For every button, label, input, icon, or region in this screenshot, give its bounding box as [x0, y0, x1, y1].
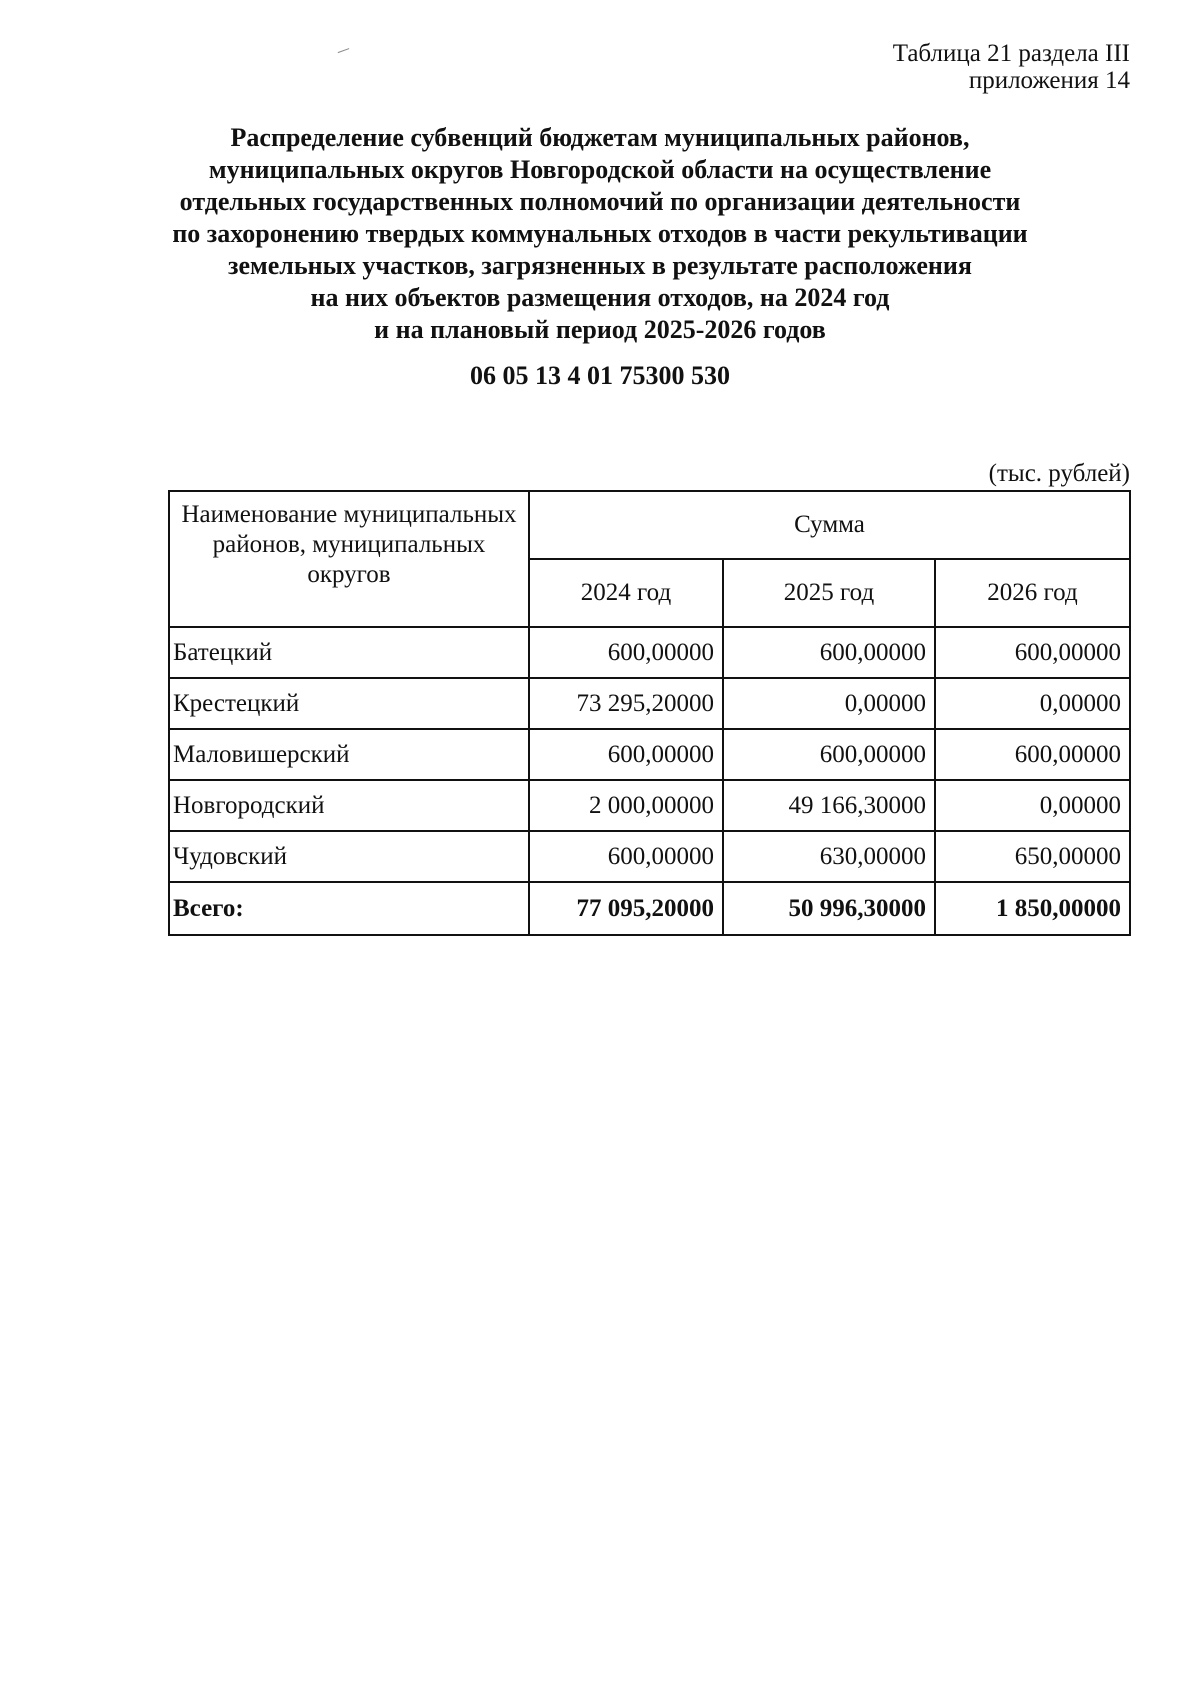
- district-name: Батецкий: [169, 627, 529, 678]
- table-row: [169, 780, 1130, 831]
- header-sum: Сумма: [529, 491, 1130, 559]
- units-label: (тыс. рублей): [988, 460, 1130, 487]
- header-name: Наименование муниципальных районов, муниципальных округов: [169, 491, 529, 627]
- title-line: и на плановый период 2025-2026 годов: [374, 315, 826, 344]
- reference-line-1: Таблица 21 раздела III: [892, 40, 1130, 67]
- total-2026: 1 850,00000: [935, 882, 1130, 935]
- budget-code: 06 05 13 4 01 75300 530: [470, 361, 730, 390]
- value-2026: 600,00000: [935, 729, 1130, 780]
- value-2025: 49 166,30000: [723, 780, 935, 831]
- district-name: Новгородский: [169, 780, 529, 831]
- value-2026: 650,00000: [935, 831, 1130, 882]
- header-year-2026: 2026 год: [935, 559, 1130, 627]
- header-year-2024: 2024 год: [529, 559, 723, 627]
- value-2026: 0,00000: [935, 780, 1130, 831]
- value-2025: 630,00000: [723, 831, 935, 882]
- value-2026: 0,00000: [935, 678, 1130, 729]
- title-line: по захоронению твердых коммунальных отходов в части рекультивации: [172, 219, 1028, 248]
- header-year-2025: 2025 год: [723, 559, 935, 627]
- value-2025: 600,00000: [723, 729, 935, 780]
- table-row: [169, 831, 1130, 882]
- table-row: [169, 678, 1130, 729]
- table-row: [169, 729, 1130, 780]
- value-2024: 2 000,00000: [529, 780, 723, 831]
- value-2024: 600,00000: [529, 729, 723, 780]
- title-line: Распределение субвенций бюджетам муниципальных районов,: [230, 123, 970, 152]
- title-line: земельных участков, загрязненных в результате расположения: [228, 251, 972, 280]
- total-row: [169, 882, 1130, 935]
- value-2024: 73 295,20000: [529, 678, 723, 729]
- table-row: [169, 627, 1130, 678]
- value-2025: 0,00000: [723, 678, 935, 729]
- total-label: Всего:: [169, 882, 529, 935]
- document-title: [150, 122, 1050, 346]
- title-line: отдельных государственных полномочий по организации деятельности: [179, 187, 1021, 216]
- value-2024: 600,00000: [529, 831, 723, 882]
- subsidy-table: [168, 490, 1131, 936]
- value-2026: 600,00000: [935, 627, 1130, 678]
- district-name: Чудовский: [169, 831, 529, 882]
- scan-speck: [338, 48, 351, 56]
- reference-line-2: приложения 14: [968, 67, 1130, 94]
- title-line: муниципальных округов Новгородской области на осуществление: [208, 155, 992, 184]
- value-2025: 600,00000: [723, 627, 935, 678]
- total-2024: 77 095,20000: [529, 882, 723, 935]
- title-line: на них объектов размещения отходов, на 2024 год: [310, 283, 890, 312]
- value-2024: 600,00000: [529, 627, 723, 678]
- table-reference: [893, 40, 1130, 94]
- district-name: Маловишерский: [169, 729, 529, 780]
- district-name: Крестецкий: [169, 678, 529, 729]
- total-2025: 50 996,30000: [723, 882, 935, 935]
